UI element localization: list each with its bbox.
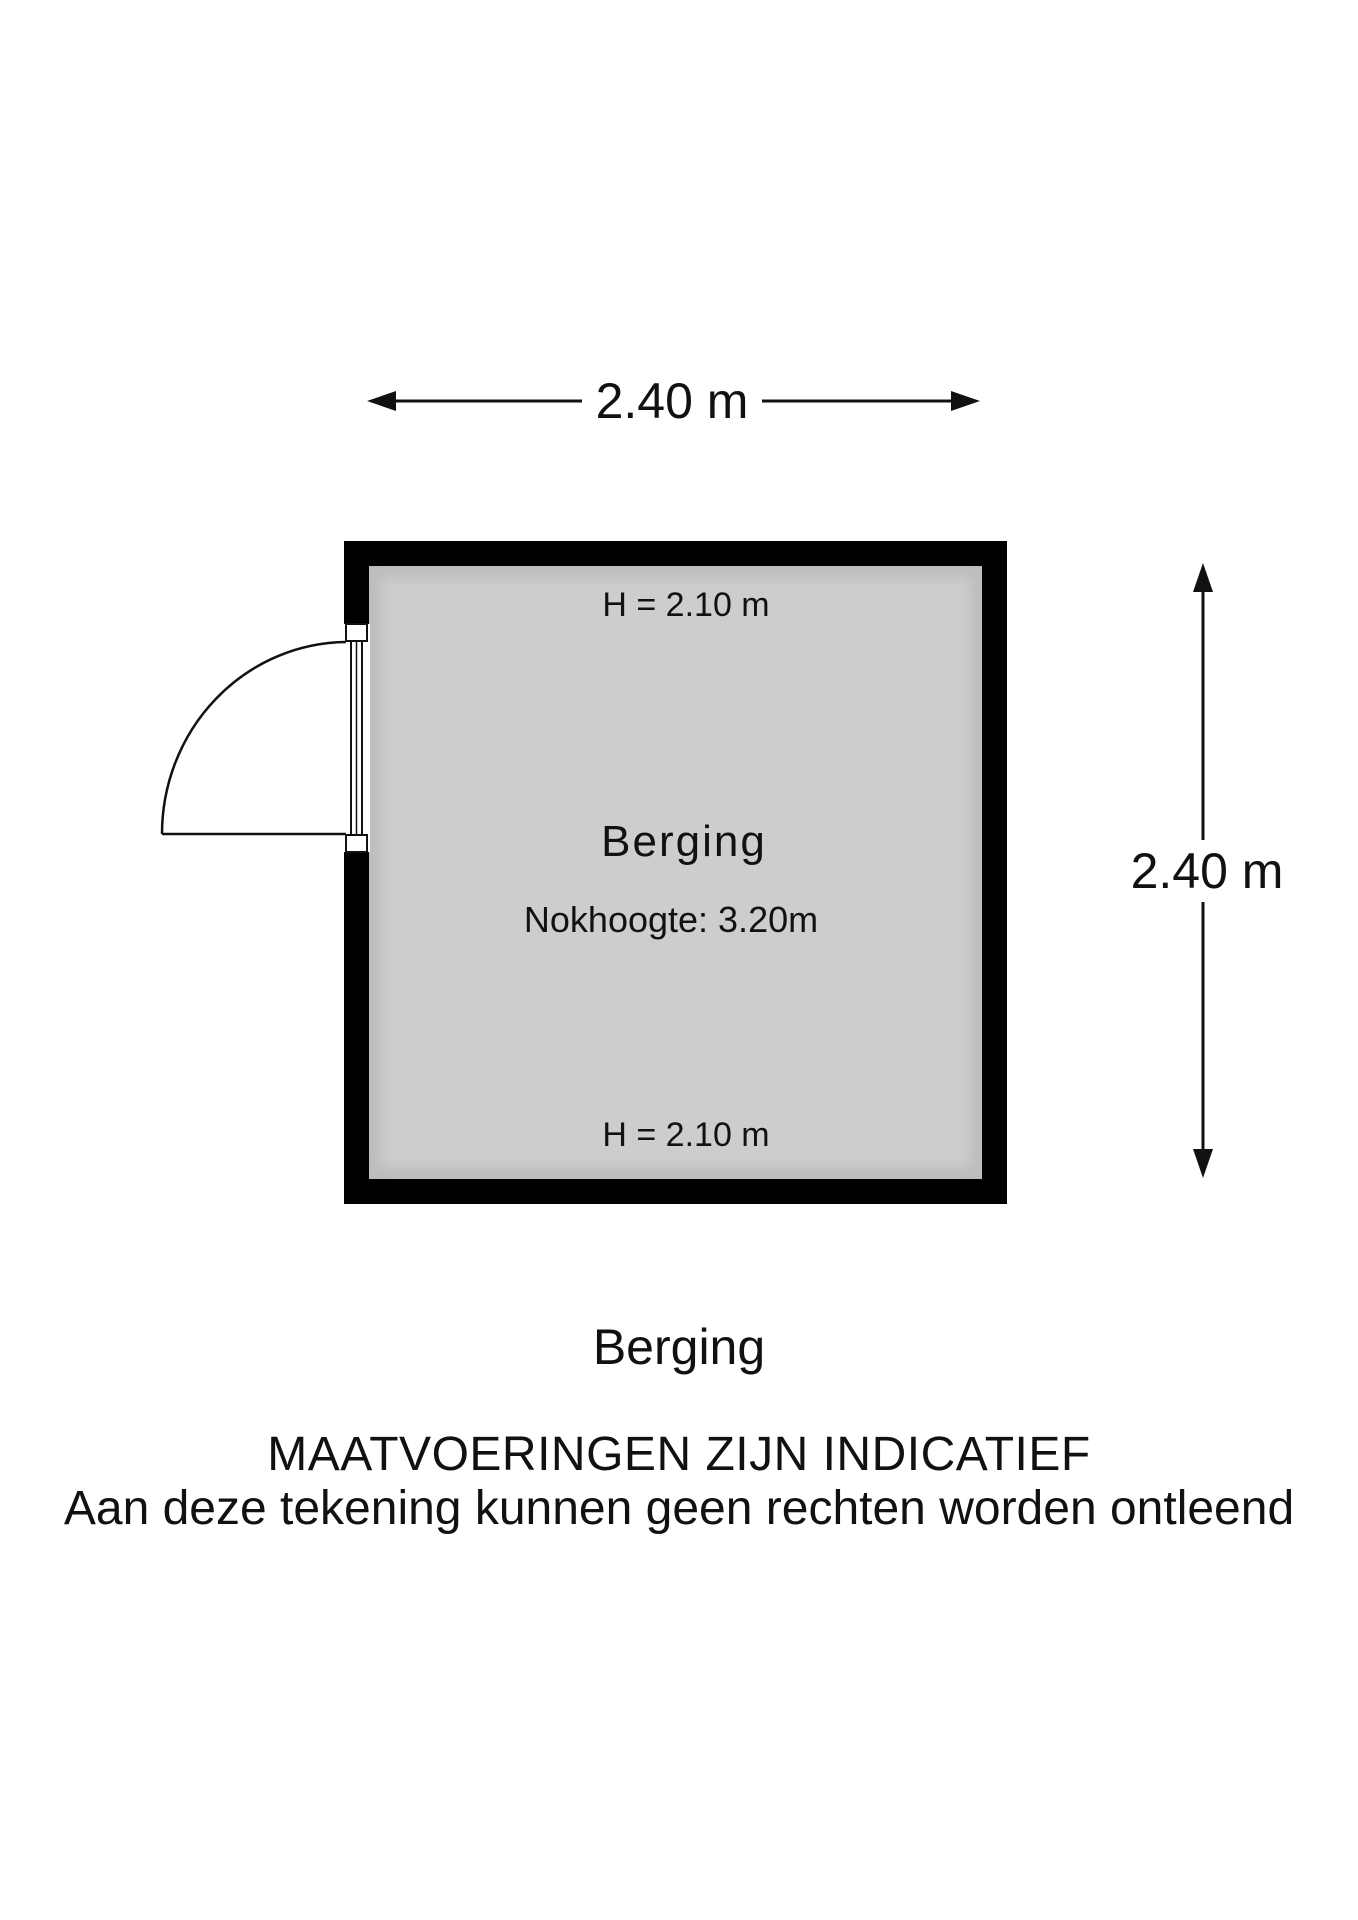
door [162,624,370,852]
disclaimer-heading: MAATVOERINGEN ZIJN INDICATIEF [267,1428,1091,1481]
ridge-height-label: Nokhoogte: 3.20m [523,899,819,940]
arrow-down-icon [1193,1149,1213,1178]
width-dimension [367,373,980,429]
room-berging [344,541,1007,1204]
disclaimer-text: Aan deze tekening kunnen geen rechten worden ontleend [63,1482,1295,1535]
width-dimension-label: 2.40 m [595,373,749,429]
floor-caption: Berging [592,1319,766,1375]
arrow-right-icon [951,391,980,411]
wall-height-bottom-label: H = 2.10 m [602,1116,770,1154]
arrow-left-icon [367,391,396,411]
room-floor-inner [381,578,970,1167]
arrow-up-icon [1193,563,1213,592]
depth-dimension [1131,563,1284,1178]
room-name-label: Berging [601,817,767,866]
wall-height-top-label: H = 2.10 m [602,586,770,624]
depth-dimension-label: 2.40 m [1130,843,1284,899]
door-frame-bottom [346,835,367,852]
door-frame-top [346,624,367,641]
door-swing-arc [162,642,346,834]
